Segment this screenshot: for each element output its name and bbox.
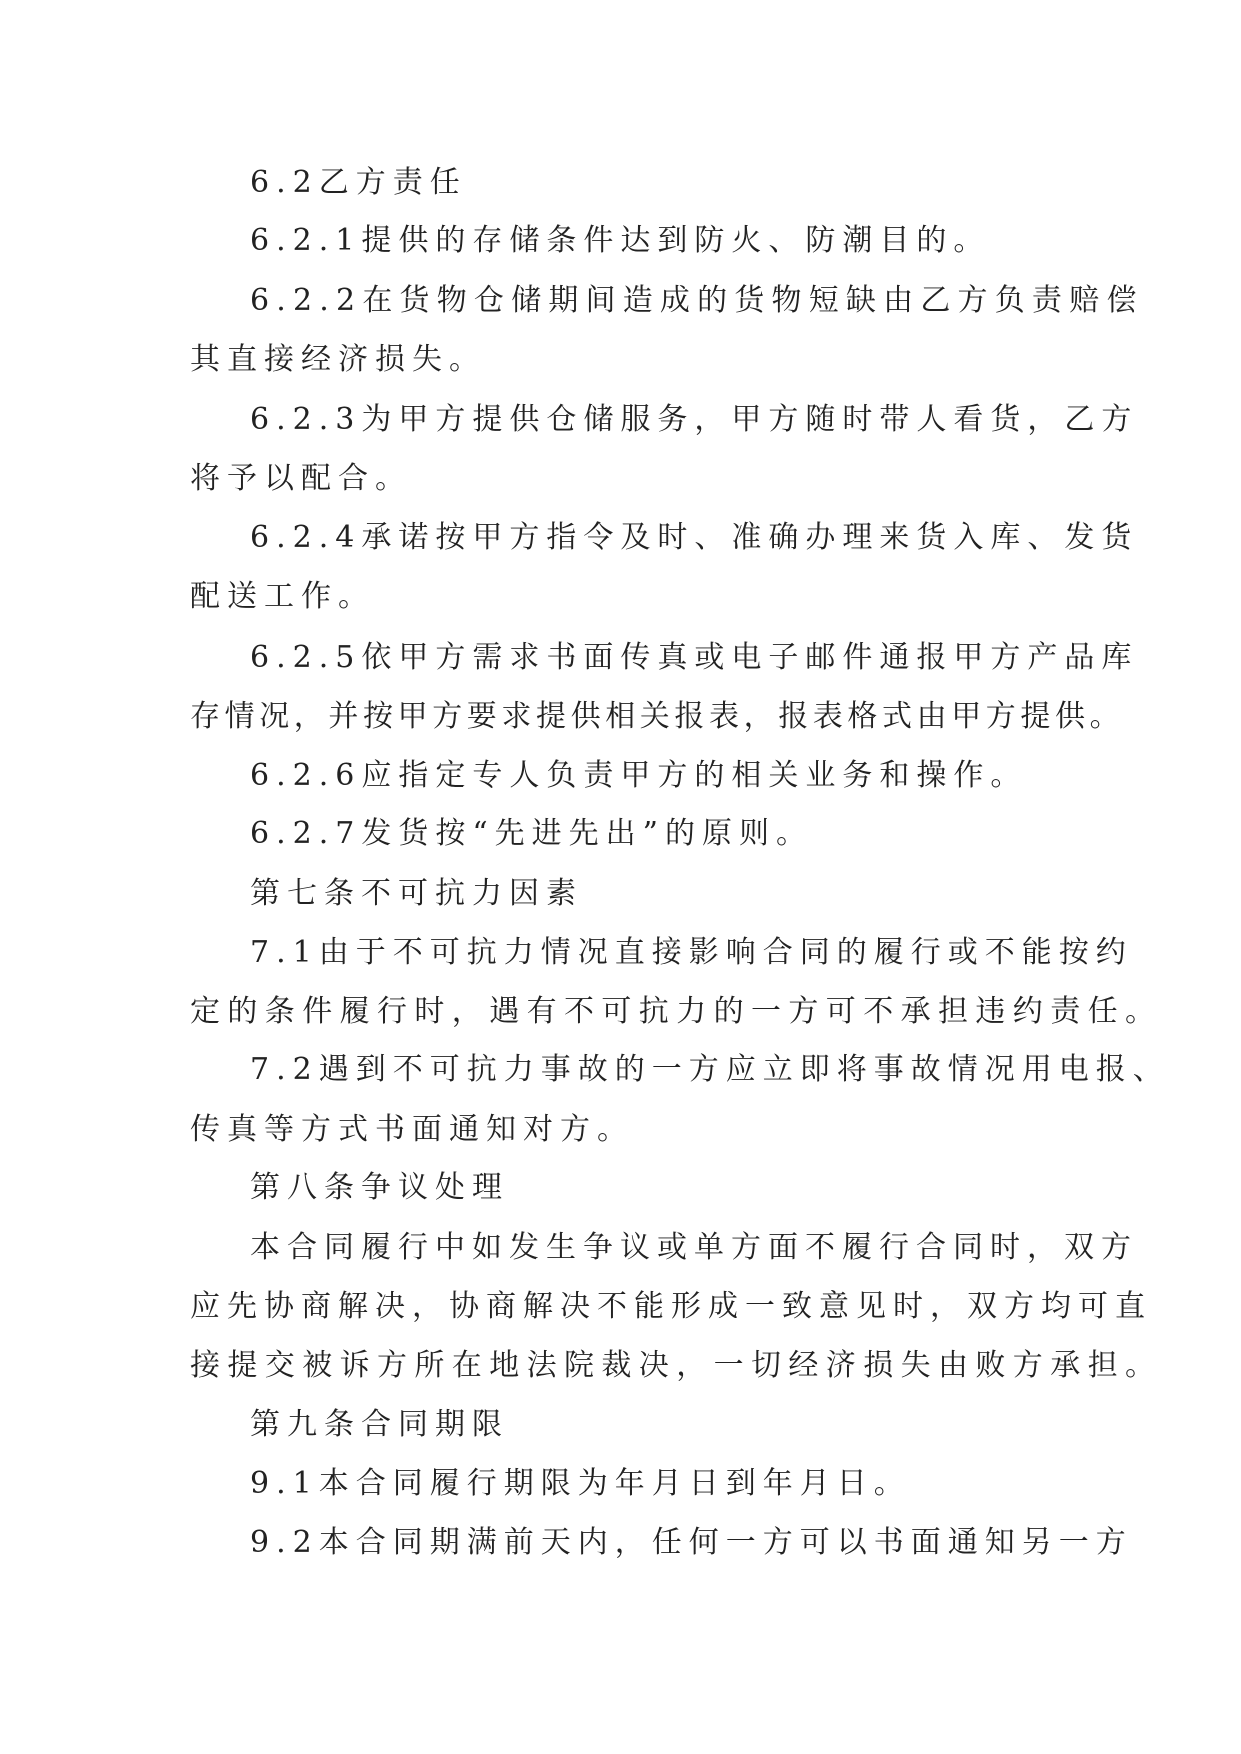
clause-6-2-2-line-1: 6.2.2在货物仓储期间造成的货物短缺由乙方负责赔偿 <box>250 283 1144 318</box>
article-8-heading: 第八条争议处理 <box>250 1170 509 1205</box>
clause-9-1: 9.1本合同履行期限为年月日到年月日。 <box>250 1466 911 1501</box>
article-9-heading: 第九条合同期限 <box>250 1407 509 1442</box>
clause-6-2-5-line-2: 存情况，并按甲方要求提供相关报表，报表格式由甲方提供。 <box>190 699 1125 734</box>
clause-6-2-1: 6.2.1提供的存储条件达到防火、防潮目的。 <box>250 223 991 258</box>
clause-6-2-5-line-1: 6.2.5依甲方需求书面传真或电子邮件通报甲方产品库 <box>250 640 1139 675</box>
clause-7-2-line-1: 7.2遇到不可抗力事故的一方应立即将事故情况用电报、 <box>250 1052 1170 1087</box>
clause-6-2-3-line-1: 6.2.3为甲方提供仓储服务，甲方随时带人看货，乙方 <box>250 402 1139 437</box>
article-7-heading: 第七条不可抗力因素 <box>250 876 583 911</box>
article-8-body-line-1: 本合同履行中如发生争议或单方面不履行合同时，双方 <box>250 1230 1138 1265</box>
clause-6-2-7: 6.2.7发货按“先进先出”的原则。 <box>250 816 814 851</box>
clause-6-2-6: 6.2.6应指定专人负责甲方的相关业务和操作。 <box>250 758 1028 793</box>
clause-6-2-3-line-2: 将予以配合。 <box>190 461 412 496</box>
clause-7-1-line-2: 定的条件履行时，遇有不可抗力的一方可不承担违约责任。 <box>190 994 1163 1029</box>
clause-7-2-line-2: 传真等方式书面通知对方。 <box>190 1112 634 1147</box>
clause-9-2-line-1: 9.2本合同期满前天内，任何一方可以书面通知另一方 <box>250 1525 1133 1560</box>
article-8-body-line-3: 接提交被诉方所在地法院裁决，一切经济损失由败方承担。 <box>190 1348 1163 1383</box>
clause-6-2-2-line-2: 其直接经济损失。 <box>190 342 486 377</box>
section-heading-6-2: 6.2乙方责任 <box>250 165 467 200</box>
article-8-body-line-2: 应先协商解决，协商解决不能形成一致意见时，双方均可直 <box>190 1289 1152 1324</box>
clause-6-2-4-line-1: 6.2.4承诺按甲方指令及时、准确办理来货入库、发货 <box>250 520 1139 555</box>
clause-6-2-4-line-2: 配送工作。 <box>190 579 375 614</box>
clause-7-1-line-1: 7.1由于不可抗力情况直接影响合同的履行或不能按约 <box>250 935 1133 970</box>
